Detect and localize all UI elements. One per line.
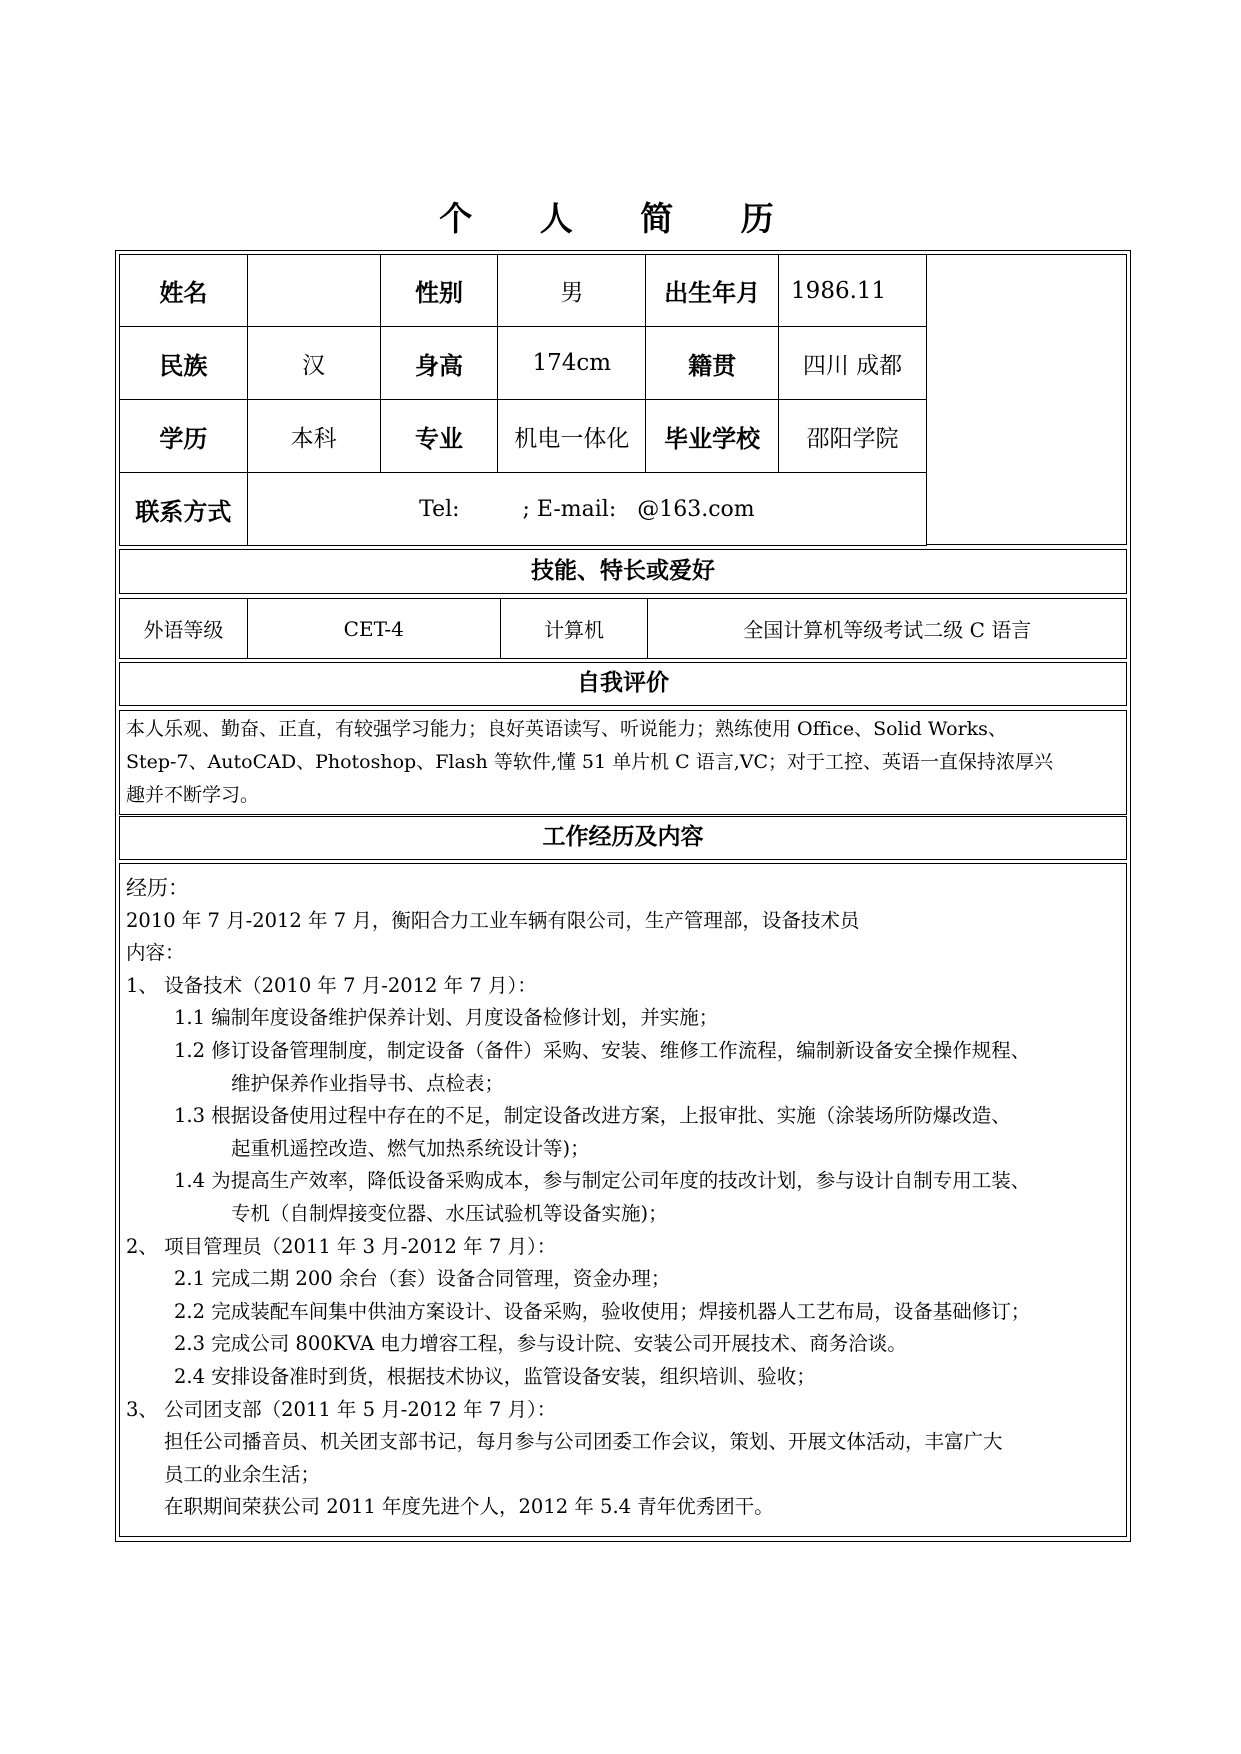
major-value: 机电一体化 — [498, 400, 646, 473]
work-line: 经历： — [126, 876, 189, 900]
work-content — [119, 863, 1127, 1537]
work-line: 2.4 安排设备准时到货，根据技术协议，监管设备安装，组织培训、验收； — [174, 1364, 816, 1388]
birth-value: 1986.11 — [779, 255, 927, 327]
work-line: 起重机遥控改造、燃气加热系统设计等)； — [231, 1136, 590, 1160]
work-line: 2010 年 7 月-2012 年 7 月，衡阳合力工业车辆有限公司，生产管理部，设备技术员 — [126, 908, 860, 932]
language-label: 外语等级 — [120, 599, 248, 659]
work-line: 维护保养作业指导书、点检表； — [231, 1071, 505, 1095]
work-line: 内容： — [126, 941, 185, 965]
work-line: 1.1 编制年度设备维护保养计划、月度设备检修计划，并实施； — [174, 1006, 719, 1030]
work-line: 担任公司播音员、机关团支部书记，每月参与公司团委工作会议，策划、开展文体活动，丰富广大 — [164, 1430, 1003, 1454]
gender-value: 男 — [498, 255, 646, 327]
self-eval-line: 趣并不断学习。 — [126, 784, 260, 806]
ethnicity-label: 民族 — [120, 327, 248, 400]
birth-label: 出生年月 — [646, 255, 779, 327]
computer-label: 计算机 — [500, 599, 648, 659]
self-eval-heading: 自我评价 — [119, 662, 1127, 706]
language-value: CET-4 — [247, 599, 500, 659]
work-line: 1、 设备技术（2010 年 7 月-2012 年 7 月）： — [126, 973, 537, 997]
work-line: 1.3 根据设备使用过程中存在的不足，制定设备改进方案，上报审批、实施（涂装场所防爆改造、 — [174, 1104, 1011, 1128]
self-eval-line: 本人乐观、勤奋、正直，有较强学习能力；良好英语读写、听说能力；熟练使用 Office、Solid Works、 — [126, 718, 1007, 740]
height-label: 身高 — [380, 327, 498, 400]
gender-label: 性别 — [380, 255, 498, 327]
work-line: 员工的业余生活； — [164, 1462, 321, 1486]
major-label: 专业 — [380, 400, 498, 473]
work-line: 1.2 修订设备管理制度，制定设备（备件）采购、安装、维修工作流程，编制新设备安全操作规程、 — [174, 1038, 1031, 1062]
school-value: 邵阳学院 — [779, 400, 927, 473]
self-eval-text — [119, 710, 1127, 815]
work-line: 2.3 完成公司 800KVA 电力增容工程，参与设计院、安装公司开展技术、商务洽谈。 — [174, 1332, 907, 1356]
origin-value: 四川 成都 — [779, 327, 927, 400]
skills-heading: 技能、特长或爱好 — [119, 549, 1127, 594]
name-label: 姓名 — [120, 255, 248, 327]
work-heading: 工作经历及内容 — [119, 816, 1127, 860]
contact-label: 联系方式 — [120, 473, 248, 546]
skills-table — [119, 598, 1127, 659]
work-line: 2、 项目管理员（2011 年 3 月-2012 年 7 月）： — [126, 1234, 557, 1258]
education-label: 学历 — [120, 400, 248, 473]
name-value — [247, 255, 380, 327]
page-title: 个 人 简 历 — [439, 199, 802, 238]
work-line: 2.2 完成装配车间集中供油方案设计、设备采购，验收使用；焊接机器人工艺布局，设备基础修订； — [174, 1299, 1031, 1323]
computer-value: 全国计算机等级考试二级 C 语言 — [648, 599, 1127, 659]
work-line: 专机（自制焊接变位器、水压试验机等设备实施)； — [231, 1201, 668, 1225]
work-line: 3、 公司团支部（2011 年 5 月-2012 年 7 月）： — [126, 1397, 557, 1421]
height-value: 174cm — [498, 327, 646, 400]
work-line: 1.4 为提高生产效率，降低设备采购成本，参与制定公司年度的技改计划，参与设计自制专用工装、 — [174, 1169, 1031, 1193]
ethnicity-value: 汉 — [247, 327, 380, 400]
origin-label: 籍贯 — [646, 327, 779, 400]
self-eval-line: Step-7、AutoCAD、Photoshop、Flash 等软件,懂 51 单片机 C 语言,VC；对于工控、英语一直保持浓厚兴 — [126, 751, 1054, 773]
education-value: 本科 — [247, 400, 380, 473]
school-label: 毕业学校 — [646, 400, 779, 473]
work-line: 在职期间荣获公司 2011 年度先进个人，2012 年 5.4 青年优秀团干。 — [164, 1495, 774, 1519]
basic-info-table — [119, 254, 927, 546]
work-line: 2.1 完成二期 200 余台（套）设备合同管理，资金办理； — [174, 1267, 671, 1291]
photo-area — [926, 254, 1127, 545]
contact-value: Tel: ; E-mail: @163.com — [247, 473, 926, 546]
